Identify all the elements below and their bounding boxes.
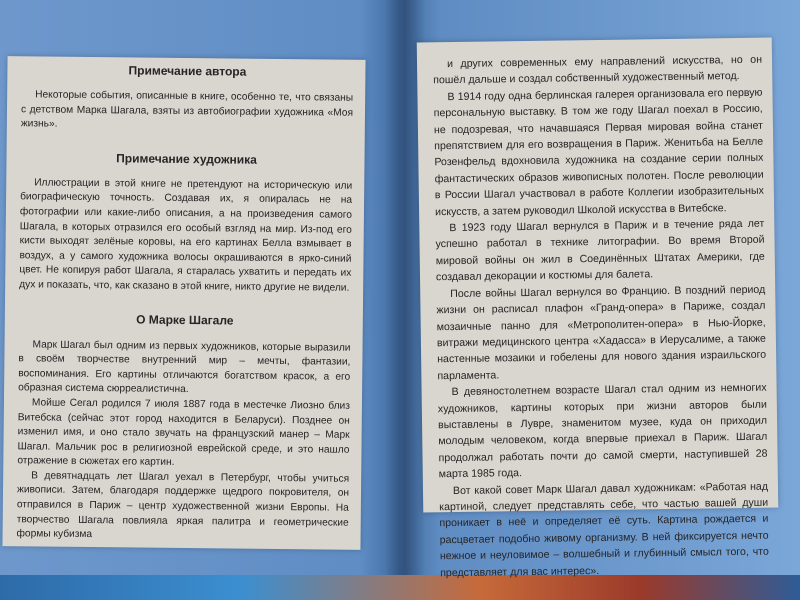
artist-note-text: Иллюстрации в этой книге не претендуют на историческую или биографическую точность. Создавая их, я опиралась не на фотографии или какие-либо описания, а на произведения самого Шагала, в которых отразился его особый взгляд на мир. Из-под его кисти выходят зелёные коровы, на его картинах Белла взмывает в воздух, а у самого художника волосы окрашиваются в ярко-синий цвет. Не копируя работ Шагала, я старалась ухватить и передать их дух и показать, что, как сказано в этой книге, никто другие не видели. [19,177,353,294]
about-paragraph-1: Марк Шагал был одним из первых художников, которые выразили в своём творчестве внутренний мир – мечты, фантазии, воспоминания. Его картины отличаются богатством красок, а его образная система сюрреалистична. [18,338,351,396]
author-note-text: Некоторые события, описанные в книге, особенно те, что связаны с детством Марка Шагала, взяты из автобиографии художника «Моя жизнь». [20,89,354,130]
artist-note-heading: Примечание художника [116,151,257,167]
right-paragraph-4: После войны Шагал вернулся во Францию. В поздний период жизни он расписал плафон «Гранд-опера» в Париже, создал мозаичные панно для «Метрополитен-опера» в Нью-Йорке, витражи медицинского центра «Хадасса» в Иерусалиме, а также настенные мозаики и гобелены для нового здания израильского парламента. [436,283,767,382]
left-page [2,56,365,550]
about-chagall-heading: О Марке Шагале [136,312,234,328]
right-paragraph-1: и других современных ему направлений искусства, но он пошёл дальше и создал собственный художественный метод. [433,53,763,87]
about-paragraph-3: В девятнадцать лет Шагал уехал в Петербург, чтобы учиться живописи. Затем, благодаря поддержке щедрого покровителя, он отправился в Париж – центр художественной жизни Европы. На творчество Шагала повлияла яркая палитра и геометрические формы кубизма [16,470,350,541]
tablecloth-background [0,575,800,600]
author-note-heading: Примечание автора [128,63,247,79]
right-paragraph-2: В 1914 году одна берлинская галерея организовала его первую персональную выставку. В том же году Шагал поехал в Россию, не подозревая, что начавшаяся Первая мировая война станет препятствием для его возвращения в Париж. Женитьба на Белле Розенфельд вдохновила художника на создание серии полных фантастических образов живописных полотен. После революции в России Шагал участвовал в работе Коллегии изобразительных искусств, а затем руководил Школой искусства в Витебске. [433,86,764,218]
right-paragraph-6: Вот какой совет Марк Шагал давал художникам: «Работая над картиной, следует представлять себе, что частью вашей души проникает в неё и определяет её суть. Картина рождается и расцветает подобно живому организму. В ней фиксируется нечто нежное и неуловимое – волшебный и глубинный смысл того, что представляет для вас интерес». [439,480,769,579]
right-paragraph-3: В 1923 году Шагал вернулся в Париж и в течение ряда лет успешно работал в технике литографии. Во время Второй мировой войны он жил в Соединённых Штатах Америки, где создавал декорации и костюмы для балета. [435,217,765,284]
right-paragraph-5: В девяностолетнем возрасте Шагал стал одним из немногих художников, картины которых при жизни авторов были выставлены в Лувре, знаменитом музее, куда он приходил молодым человеком, когда впервые приехал в Париж. Шагал продолжал работать почти до самой смерти, наступившей 28 марта 1985 года. [437,381,768,481]
about-paragraph-2: Мойше Сегал родился 7 июля 1887 года в местечке Лиозно близ Витебска (сейчас этот город находится в Беларуси). Позднее он изменил имя, и оно стало звучать на французский манер – Марк Шагал. Мальчик рос в религиозной еврейской среде, и это нашло отражение в сюжетах его картин. [17,397,350,469]
right-page [417,38,779,579]
